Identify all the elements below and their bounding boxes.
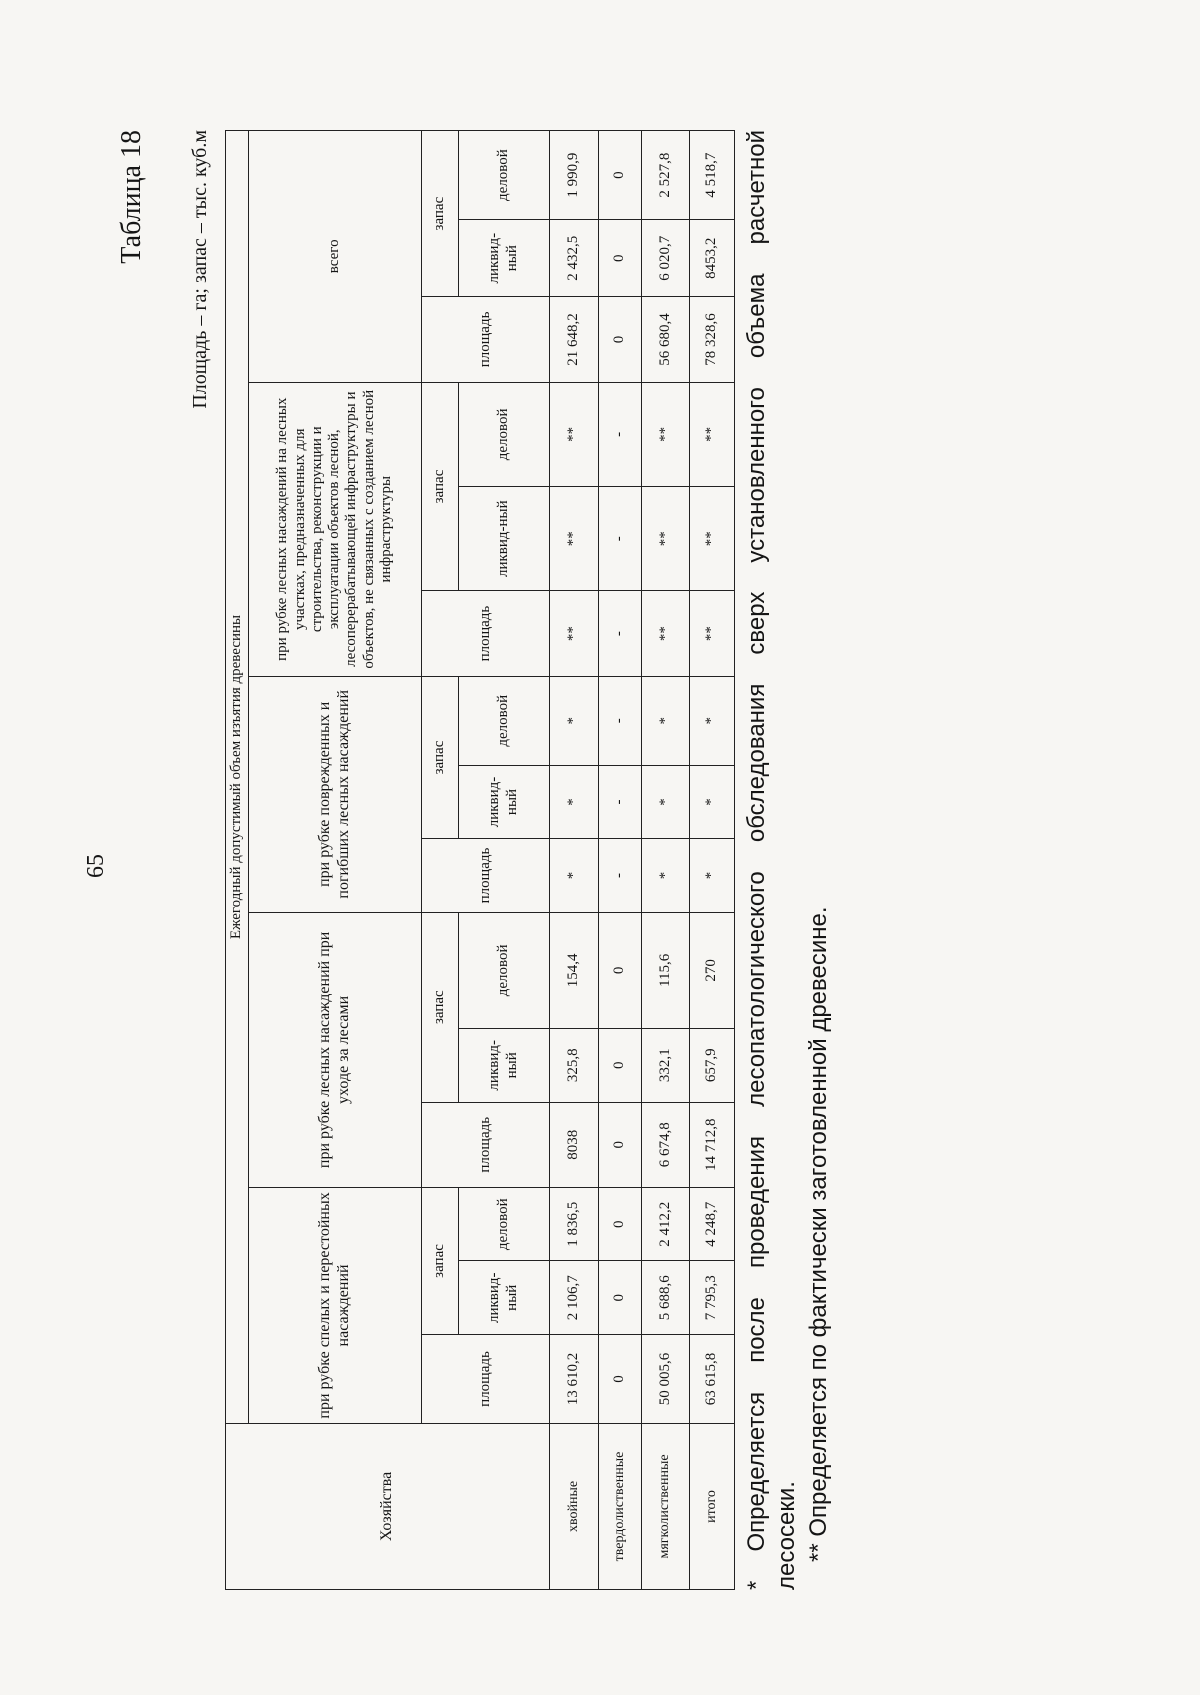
- footnote-single-asterisk: * Определяется после проведения лесопатологического обследования сверх установленного объема расчетной: [743, 130, 770, 1590]
- data-cell: **: [642, 382, 689, 486]
- data-cell: 2 432,5: [549, 220, 598, 297]
- table-row: [598, 131, 641, 1590]
- data-cell: 63 615,8: [689, 1335, 734, 1424]
- data-cell: -: [598, 765, 641, 839]
- group-header-total: всего: [248, 131, 421, 383]
- header-farm: Хозяйства: [226, 1423, 550, 1589]
- data-cell: *: [642, 676, 689, 765]
- row-label-hardwood: твердолиственные: [598, 1423, 641, 1589]
- data-cell: 1 990,9: [549, 131, 598, 220]
- subheader-area: площадь: [421, 297, 549, 382]
- data-cell: -: [598, 839, 641, 913]
- subheader-stock: запас: [421, 131, 458, 297]
- subheader-business: деловой: [458, 382, 549, 486]
- table-row: [642, 131, 689, 1590]
- data-cell: *: [642, 839, 689, 913]
- data-cell: 6 674,8: [642, 1102, 689, 1187]
- data-cell: 1 836,5: [549, 1187, 598, 1261]
- data-cell: 4 248,7: [689, 1187, 734, 1261]
- data-cell: 0: [598, 912, 641, 1028]
- group-header-damaged: при рубке поврежденных и погибших лесных насаждений: [248, 676, 421, 912]
- data-cell: 7 795,3: [689, 1261, 734, 1335]
- data-cell: **: [549, 591, 598, 676]
- group-header-mature: при рубке спелых и перестойных насаждений: [248, 1187, 421, 1423]
- subheader-liquid: ликвид-ный: [458, 765, 549, 839]
- data-cell: 0: [598, 131, 641, 220]
- data-cell: 8038: [549, 1102, 598, 1187]
- data-cell: 154,4: [549, 912, 598, 1028]
- data-cell: 0: [598, 1335, 641, 1424]
- data-cell: -: [598, 487, 641, 591]
- data-cell: *: [689, 676, 734, 765]
- row-label-total: итого: [689, 1423, 734, 1589]
- table-caption: Таблица 18: [116, 130, 147, 264]
- subheader-area: площадь: [421, 591, 549, 676]
- footnote-double-asterisk: ** Определяется по фактически заготовленной древесине.: [805, 906, 832, 1562]
- data-cell: *: [549, 765, 598, 839]
- data-cell: -: [598, 591, 641, 676]
- data-cell: **: [549, 382, 598, 486]
- subheader-stock: запас: [421, 382, 458, 591]
- page-number: 65: [83, 854, 109, 878]
- data-cell: 0: [598, 1187, 641, 1261]
- data-cell: *: [549, 676, 598, 765]
- row-label-coniferous: хвойные: [549, 1423, 598, 1589]
- data-cell: 21 648,2: [549, 297, 598, 382]
- data-cell: 2 412,2: [642, 1187, 689, 1261]
- subheader-stock: запас: [421, 912, 458, 1102]
- data-cell: 325,8: [549, 1029, 598, 1103]
- subheader-stock: запас: [421, 1187, 458, 1334]
- data-cell: *: [549, 839, 598, 913]
- data-cell: *: [642, 765, 689, 839]
- data-cell: **: [642, 487, 689, 591]
- group-header-care: при рубке лесных насаждений при уходе за лесами: [248, 912, 421, 1187]
- table-row: [689, 131, 734, 1590]
- subheader-liquid: ликвид-ный: [458, 220, 549, 297]
- subheader-liquid: ликвид-ный: [458, 487, 549, 591]
- data-cell: 78 328,6: [689, 297, 734, 382]
- group-header-infrastructure: при рубке лесных насаждений на лесных участках, предназначенных для строительства, реконструкции и эксплуатации объектов лесной, лесоперерабатывающей инфраструктуры и объектов, не связанных с созданием лесной инфраструктуры: [248, 382, 421, 676]
- footnote-single-asterisk-continuation: лесосеки.: [773, 1481, 800, 1590]
- data-cell: 13 610,2: [549, 1335, 598, 1424]
- rotated-content: [116, 130, 832, 1590]
- data-cell: *: [689, 839, 734, 913]
- data-cell: 8453,2: [689, 220, 734, 297]
- subheader-liquid: ликвид-ный: [458, 1029, 549, 1103]
- data-cell: 115,6: [642, 912, 689, 1028]
- data-cell: -: [598, 382, 641, 486]
- data-cell: **: [689, 487, 734, 591]
- data-cell: 5 688,6: [642, 1261, 689, 1335]
- subheader-area: площадь: [421, 1102, 549, 1187]
- subheader-business: деловой: [458, 912, 549, 1028]
- subheader-area: площадь: [421, 1335, 549, 1424]
- subheader-stock: запас: [421, 676, 458, 838]
- data-cell: 50 005,6: [642, 1335, 689, 1424]
- data-cell: 56 680,4: [642, 297, 689, 382]
- table-units: Площадь – га; запас – тыс. куб.м: [189, 130, 211, 409]
- data-cell: 6 020,7: [642, 220, 689, 297]
- data-cell: 0: [598, 297, 641, 382]
- data-cell: **: [689, 591, 734, 676]
- table-row: [549, 131, 598, 1590]
- data-cell: 0: [598, 220, 641, 297]
- data-cell: -: [598, 676, 641, 765]
- data-cell: 2 106,7: [549, 1261, 598, 1335]
- data-cell: **: [689, 382, 734, 486]
- data-cell: 4 518,7: [689, 131, 734, 220]
- subheader-liquid: ликвид-ный: [458, 1261, 549, 1335]
- data-cell: 0: [598, 1029, 641, 1103]
- data-cell: 0: [598, 1261, 641, 1335]
- row-label-softwood: мягколиственные: [642, 1423, 689, 1589]
- data-cell: **: [642, 591, 689, 676]
- data-cell: *: [689, 765, 734, 839]
- subheader-business: деловой: [458, 131, 549, 220]
- data-cell: 14 712,8: [689, 1102, 734, 1187]
- data-table: [225, 130, 735, 1590]
- subheader-business: деловой: [458, 676, 549, 765]
- data-cell: 332,1: [642, 1029, 689, 1103]
- subheader-area: площадь: [421, 839, 549, 913]
- data-cell: 270: [689, 912, 734, 1028]
- data-cell: 2 527,8: [642, 131, 689, 220]
- data-cell: 0: [598, 1102, 641, 1187]
- subheader-business: деловой: [458, 1187, 549, 1261]
- header-main: Ежегодный допустимый объем изъятия древесины: [226, 131, 249, 1424]
- data-cell: 657,9: [689, 1029, 734, 1103]
- data-cell: **: [549, 487, 598, 591]
